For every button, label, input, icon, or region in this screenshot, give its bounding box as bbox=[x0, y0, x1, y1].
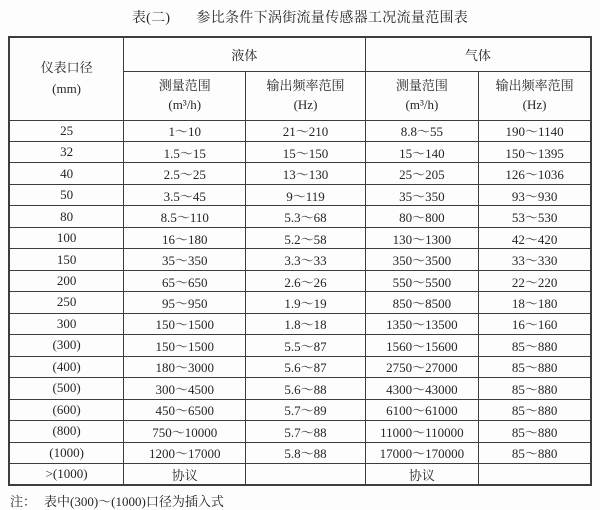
cell-liquid-range: 8.5～110 bbox=[124, 206, 246, 227]
cell-liquid-frequency: 21～210 bbox=[246, 120, 365, 141]
cell-liquid-range: 150～1500 bbox=[124, 335, 246, 356]
cell-gas-frequency: 190～1140 bbox=[479, 120, 591, 141]
cell-gas-range: 350～3500 bbox=[365, 249, 478, 270]
cell-gas-frequency: 93～930 bbox=[479, 184, 591, 205]
table-row bbox=[9, 421, 591, 442]
table-row bbox=[9, 313, 591, 334]
footnote bbox=[10, 491, 600, 510]
cell-gas-range: 25～205 bbox=[365, 163, 478, 184]
cell-liquid-frequency: 15～150 bbox=[246, 141, 365, 162]
cell-liquid-frequency: 5.6～87 bbox=[246, 356, 365, 377]
table-row bbox=[9, 163, 591, 184]
cell-diameter: (600) bbox=[9, 399, 124, 420]
cell-gas-frequency: 53～530 bbox=[479, 206, 591, 227]
cell-liquid-range: 65～650 bbox=[124, 270, 246, 291]
cell-liquid-range: 300～4500 bbox=[124, 378, 246, 399]
cell-diameter: 50 bbox=[9, 184, 124, 205]
cell-gas-frequency: 126～1036 bbox=[479, 163, 591, 184]
header-meter-diameter-unit: (mm) bbox=[52, 80, 82, 96]
cell-liquid-frequency: 1.9～19 bbox=[246, 292, 365, 313]
table-body bbox=[9, 120, 591, 485]
cell-gas-range: 1560～15600 bbox=[365, 335, 478, 356]
cell-liquid-frequency: 5.8～88 bbox=[246, 442, 365, 463]
cell-liquid-frequency: 5.5～87 bbox=[246, 335, 365, 356]
cell-liquid-range: 35～350 bbox=[124, 249, 246, 270]
cell-gas-frequency: 33～330 bbox=[479, 249, 591, 270]
cell-gas-frequency: 22～220 bbox=[479, 270, 591, 291]
cell-liquid-frequency bbox=[246, 464, 365, 486]
cell-liquid-range: 150～1500 bbox=[124, 313, 246, 334]
cell-gas-range: 8.8～55 bbox=[365, 120, 478, 141]
cell-liquid-frequency: 5.2～58 bbox=[246, 227, 365, 248]
subheader-unit: (Hz) bbox=[522, 96, 547, 112]
cell-diameter: 100 bbox=[9, 227, 124, 248]
cell-diameter: 80 bbox=[9, 206, 124, 227]
cell-liquid-range: 协议 bbox=[124, 464, 246, 486]
subheader-label: 测量范围 bbox=[158, 77, 211, 93]
cell-diameter: 40 bbox=[9, 163, 124, 184]
table-row bbox=[9, 378, 591, 399]
table-row bbox=[9, 270, 591, 291]
cell-gas-frequency: 85～880 bbox=[479, 356, 591, 377]
cell-gas-frequency: 85～880 bbox=[479, 421, 591, 442]
cell-liquid-range: 3.5～45 bbox=[124, 184, 246, 205]
table-title-text: 参比条件下涡街流量传感器工况流量范围表 bbox=[196, 11, 469, 26]
cell-gas-range: 11000～110000 bbox=[365, 421, 478, 442]
cell-liquid-frequency: 5.3～68 bbox=[246, 206, 365, 227]
cell-liquid-frequency: 1.8～18 bbox=[246, 313, 365, 334]
table-row bbox=[9, 206, 591, 227]
cell-gas-range: 1350～13500 bbox=[365, 313, 478, 334]
cell-diameter: 32 bbox=[9, 141, 124, 162]
subheader-label: 输出频率范围 bbox=[266, 77, 345, 93]
subheader-gas-measure-range bbox=[365, 71, 478, 120]
cell-diameter: (1000) bbox=[9, 442, 124, 463]
cell-diameter: (400) bbox=[9, 356, 124, 377]
table-row bbox=[9, 442, 591, 463]
cell-gas-frequency: 150～1395 bbox=[479, 141, 591, 162]
table-row bbox=[9, 120, 591, 141]
cell-gas-range: 550～5500 bbox=[365, 270, 478, 291]
table-title-number: 表(二) bbox=[131, 11, 171, 26]
cell-liquid-range: 16～180 bbox=[124, 227, 246, 248]
cell-gas-range: 850～8500 bbox=[365, 292, 478, 313]
cell-diameter: 250 bbox=[9, 292, 124, 313]
table-row bbox=[9, 227, 591, 248]
cell-diameter: >(1000) bbox=[9, 464, 124, 486]
cell-diameter: (500) bbox=[9, 378, 124, 399]
cell-liquid-range: 1200～17000 bbox=[124, 442, 246, 463]
subheader-liquid-measure-range bbox=[124, 71, 246, 120]
table-title bbox=[0, 0, 600, 27]
subheader-label: 测量范围 bbox=[395, 77, 448, 93]
cell-gas-range: 2750～27000 bbox=[365, 356, 478, 377]
cell-gas-range: 4300～43000 bbox=[365, 378, 478, 399]
cell-liquid-range: 180～3000 bbox=[124, 356, 246, 377]
cell-liquid-range: 2.5～25 bbox=[124, 163, 246, 184]
cell-liquid-frequency: 5.7～88 bbox=[246, 421, 365, 442]
cell-gas-frequency: 85～880 bbox=[479, 442, 591, 463]
cell-gas-range: 80～800 bbox=[365, 206, 478, 227]
header-meter-diameter bbox=[9, 37, 124, 120]
cell-liquid-range: 1～10 bbox=[124, 120, 246, 141]
cell-liquid-frequency: 2.6～26 bbox=[246, 270, 365, 291]
cell-liquid-range: 750～10000 bbox=[124, 421, 246, 442]
subheader-liquid-output-frequency bbox=[246, 71, 365, 120]
cell-gas-range: 协议 bbox=[365, 464, 478, 486]
cell-gas-frequency: 85～880 bbox=[479, 378, 591, 399]
flow-range-table bbox=[8, 36, 592, 486]
table-row bbox=[9, 335, 591, 356]
cell-diameter: 150 bbox=[9, 249, 124, 270]
cell-gas-frequency: 85～880 bbox=[479, 335, 591, 356]
table-row bbox=[9, 141, 591, 162]
cell-gas-frequency: 42～420 bbox=[479, 227, 591, 248]
cell-gas-range: 35～350 bbox=[365, 184, 478, 205]
cell-liquid-range: 1.5～15 bbox=[124, 141, 246, 162]
subheader-unit: (m³/h) bbox=[168, 96, 202, 112]
header-meter-diameter-label: 仪表口径 bbox=[40, 59, 93, 75]
cell-gas-range: 6100～61000 bbox=[365, 399, 478, 420]
table-row bbox=[9, 399, 591, 420]
subheader-unit: (Hz) bbox=[293, 96, 318, 112]
subheader-gas-output-frequency bbox=[479, 71, 591, 120]
cell-liquid-range: 450～6500 bbox=[124, 399, 246, 420]
cell-diameter: 25 bbox=[9, 120, 124, 141]
cell-liquid-frequency: 5.7～89 bbox=[246, 399, 365, 420]
cell-liquid-frequency: 13～130 bbox=[246, 163, 365, 184]
cell-gas-range: 130～1300 bbox=[365, 227, 478, 248]
header-group-row bbox=[9, 37, 591, 71]
footnote-label: 注： bbox=[10, 494, 37, 509]
subheader-label: 输出频率范围 bbox=[495, 77, 574, 93]
cell-gas-frequency: 16～160 bbox=[479, 313, 591, 334]
header-group-liquid: 液体 bbox=[124, 37, 366, 71]
cell-gas-range: 15～140 bbox=[365, 141, 478, 162]
table-row bbox=[9, 292, 591, 313]
table-row bbox=[9, 356, 591, 377]
table-row bbox=[9, 464, 591, 486]
cell-diameter: (300) bbox=[9, 335, 124, 356]
cell-diameter: (800) bbox=[9, 421, 124, 442]
cell-liquid-frequency: 5.6～88 bbox=[246, 378, 365, 399]
table-row bbox=[9, 184, 591, 205]
cell-gas-frequency: 85～880 bbox=[479, 399, 591, 420]
cell-diameter: 300 bbox=[9, 313, 124, 334]
cell-liquid-range: 95～950 bbox=[124, 292, 246, 313]
subheader-unit: (m³/h) bbox=[405, 96, 439, 112]
cell-diameter: 200 bbox=[9, 270, 124, 291]
footnote-text: 表中(300)～(1000)口径为插入式 bbox=[44, 494, 224, 509]
cell-gas-frequency bbox=[479, 464, 591, 486]
header-group-gas: 气体 bbox=[365, 37, 591, 71]
cell-liquid-frequency: 9～119 bbox=[246, 184, 365, 205]
cell-liquid-frequency: 3.3～33 bbox=[246, 249, 365, 270]
cell-gas-range: 17000～170000 bbox=[365, 442, 478, 463]
cell-gas-frequency: 18～180 bbox=[479, 292, 591, 313]
table-row bbox=[9, 249, 591, 270]
